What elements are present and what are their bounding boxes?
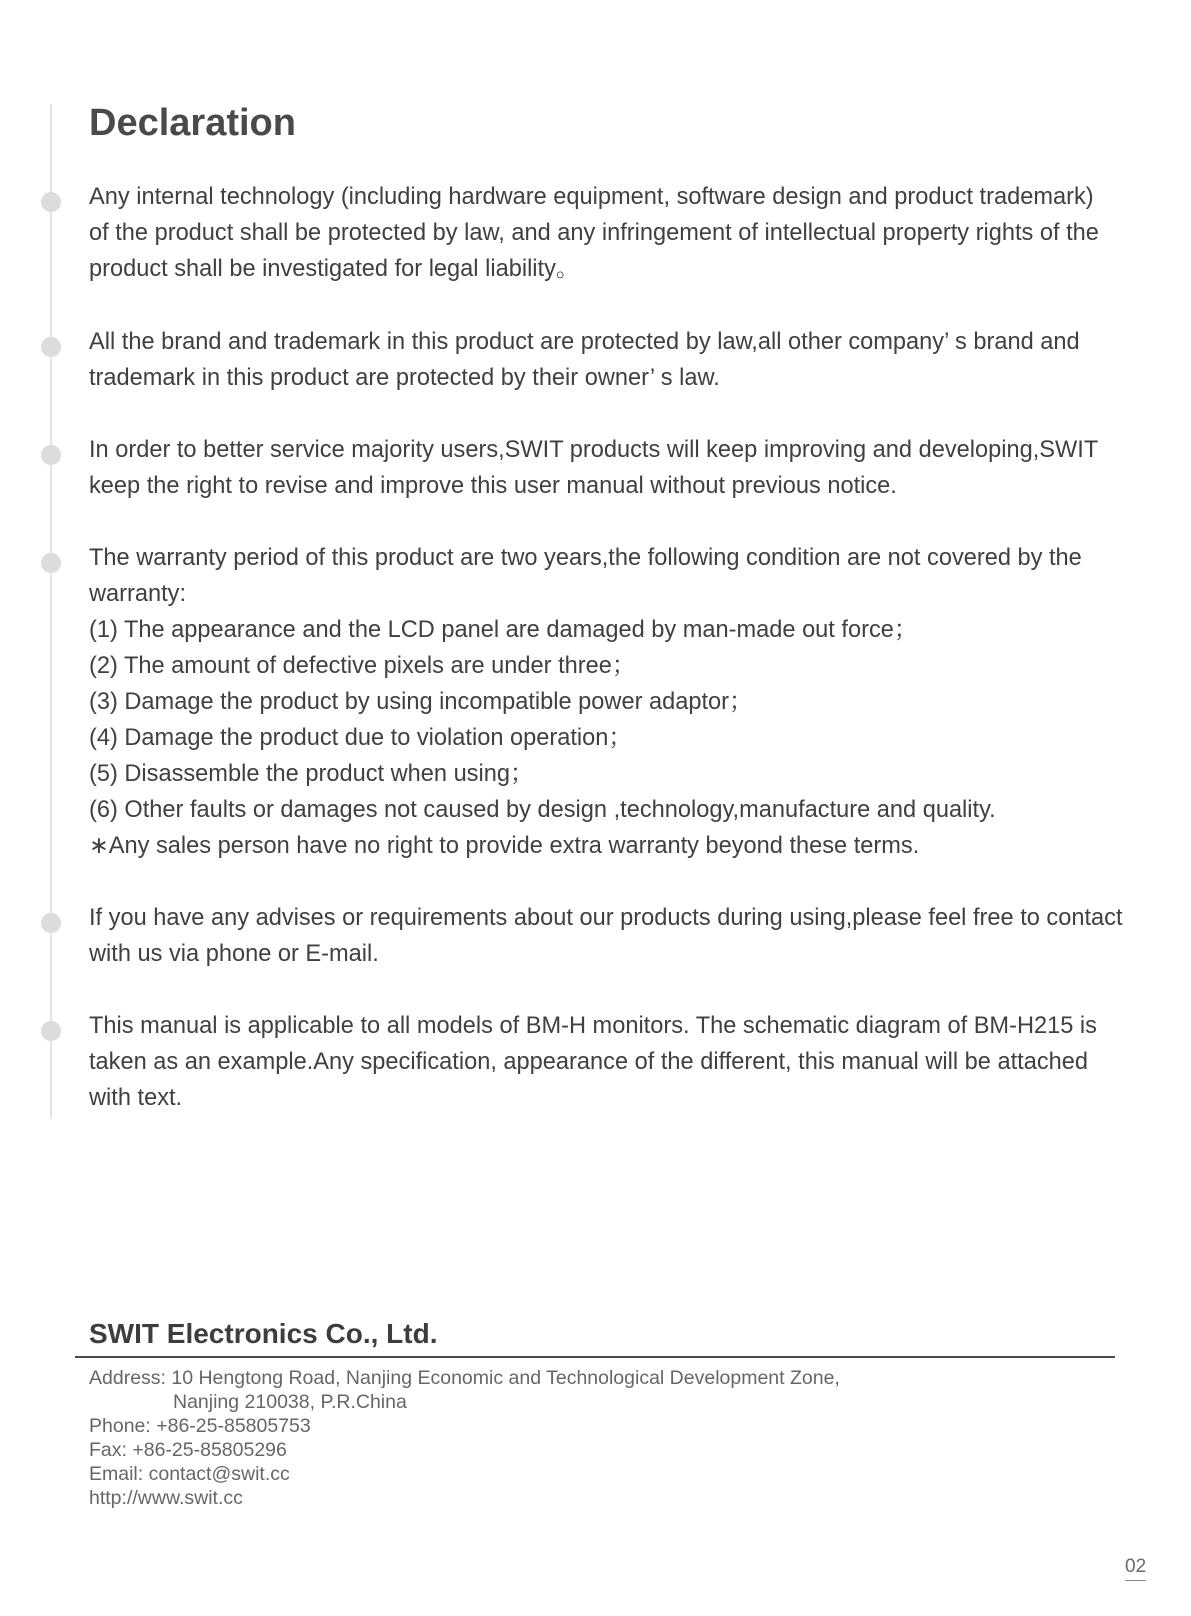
bullet-dot: [41, 445, 61, 465]
paragraph-line: If you have any advises or requirements about our products during using,please feel free to contact: [89, 905, 1123, 931]
paragraph-line: (2) The amount of defective pixels are under three；: [89, 653, 636, 679]
bullet-dot: [41, 1021, 61, 1041]
paragraph-line: product shall be investigated for legal liability。: [89, 256, 580, 282]
phone-number: Phone: +86-25-85805753: [89, 1415, 311, 1437]
website-link[interactable]: http://www.swit.cc: [89, 1487, 243, 1509]
fax-number: Fax: +86-25-85805296: [89, 1439, 287, 1461]
declaration-paragraph: [89, 432, 1159, 504]
declaration-paragraph: [89, 1008, 1159, 1116]
paragraph-line: (5) Disassemble the product when using；: [89, 761, 534, 787]
paragraph-line: The warranty period of this product are two years,the following condition are not covered by the: [89, 545, 1082, 571]
address-line: Nanjing 210038, P.R.China: [173, 1391, 407, 1413]
paragraph-line: (3) Damage the product by using incompatible power adaptor；: [89, 689, 753, 715]
paragraph-line: All the brand and trademark in this product are protected by law,all other company’ s brand and: [89, 329, 1080, 355]
declaration-paragraph: [89, 900, 1159, 972]
bullet-dot: [41, 553, 61, 573]
page-title: Declaration: [89, 102, 296, 144]
paragraph-line: trademark in this product are protected by their owner’ s law.: [89, 365, 720, 391]
paragraph-line: (4) Damage the product due to violation operation；: [89, 725, 632, 751]
timeline-line: [50, 104, 52, 1119]
paragraph-line: warranty:: [89, 581, 187, 607]
bullet-dot: [41, 192, 61, 212]
paragraph-line: (6) Other faults or damages not caused by design ,technology,manufacture and quality.: [89, 797, 996, 823]
paragraph-line: Any internal technology (including hardware equipment, software design and product trademark): [89, 184, 1094, 210]
contact-info: [89, 1366, 840, 1510]
paragraph-line: of the product shall be protected by law, and any infringement of intellectual property rights of the: [89, 220, 1099, 246]
email-address: Email: contact@swit.cc: [89, 1463, 290, 1485]
paragraph-line: taken as an example.Any specification, appearance of the different, this manual will be attached: [89, 1049, 1088, 1075]
page-number: 02: [1125, 1556, 1146, 1581]
declaration-paragraph: [89, 179, 1159, 287]
bullet-dot: [41, 337, 61, 357]
paragraph-line: keep the right to revise and improve this user manual without previous notice.: [89, 473, 897, 499]
paragraph-line: with text.: [89, 1085, 183, 1111]
paragraph-line: with us via phone or E-mail.: [89, 941, 379, 967]
paragraph-line: In order to better service majority users,SWIT products will keep improving and developing,SWIT: [89, 437, 1099, 463]
declaration-paragraph: [89, 540, 1159, 864]
paragraph-line: (1) The appearance and the LCD panel are damaged by man-made out force；: [89, 617, 918, 643]
declaration-paragraph: [89, 324, 1159, 396]
company-divider: [75, 1356, 1115, 1358]
address-line: Address: 10 Hengtong Road, Nanjing Economic and Technological Development Zone,: [89, 1367, 840, 1389]
paragraph-line: This manual is applicable to all models of BM-H monitors. The schematic diagram of BM-H215 is: [89, 1013, 1097, 1039]
paragraph-line: ∗Any sales person have no right to provide extra warranty beyond these terms.: [89, 833, 920, 859]
bullet-dot: [41, 913, 61, 933]
company-name: SWIT Electronics Co., Ltd.: [89, 1318, 438, 1349]
